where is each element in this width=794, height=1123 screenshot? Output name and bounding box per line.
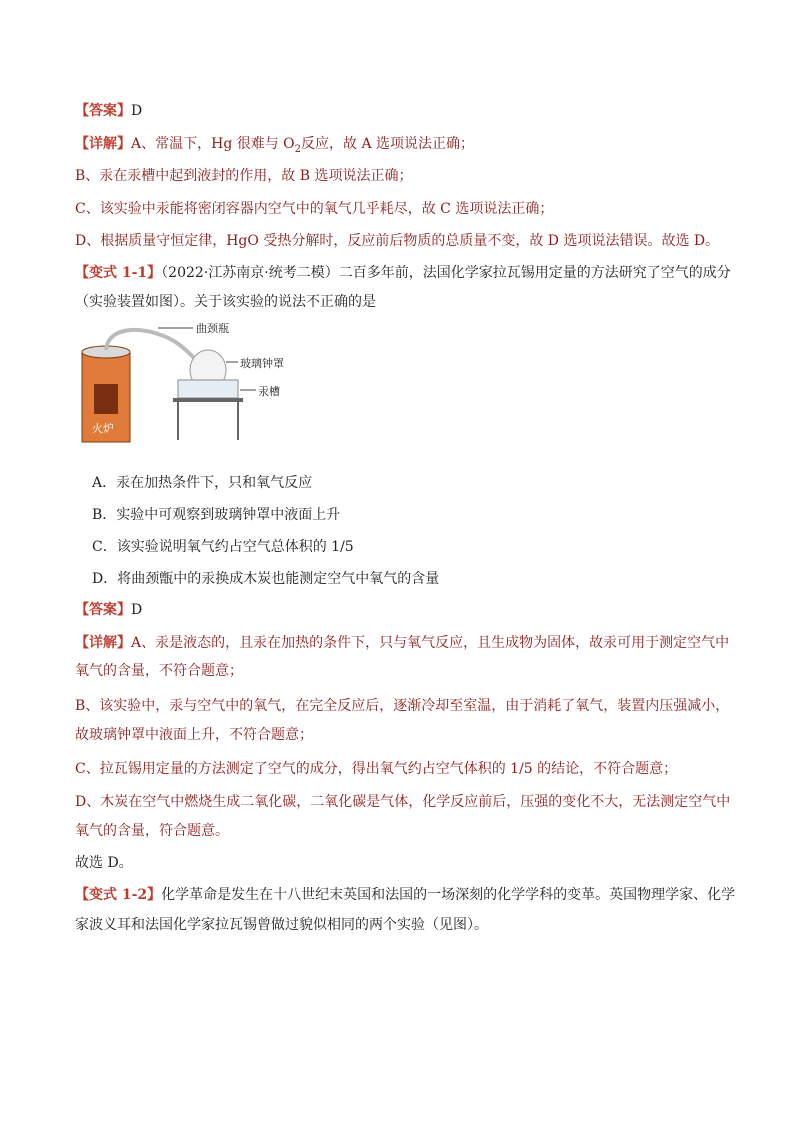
detail-2-b2: 故玻璃钟罩中液面上升，不符合题意； <box>75 727 313 743</box>
detail-2-b1: B、该实验中，汞与空气中的氧气，在完全反应后，逐渐冷却至室温，由于消耗了氧气，装置内压强减小， <box>75 698 730 714</box>
variant-1-1-line2: （实验装置如图）。关于该实验的说法不正确的是 <box>75 294 376 310</box>
detail-tag: 【详解】 <box>75 635 131 651</box>
detail-1-c: C、该实验中汞能将密闭容器内空气中的氧气几乎耗尽，故 C 选项说法正确； <box>75 201 554 217</box>
detail-2-d1: D、木炭在空气中燃烧生成二氧化碳，二氧化碳是气体，化学反应前后，压强的变化不大，无法测定空气中 <box>75 794 731 810</box>
answer-value: D <box>131 103 143 119</box>
lavoisier-apparatus-figure <box>78 322 288 452</box>
detail-2-a2: 氧气的含量，不符合题意； <box>75 663 243 679</box>
option-b: B．实验中可观察到玻璃钟罩中液面上升 <box>92 507 341 523</box>
answer-tag: 【答案】 <box>75 602 131 618</box>
variant-1-2-line1 <box>75 886 735 904</box>
detail-2-a1 <box>75 634 729 652</box>
label-trough: 汞槽 <box>258 385 280 398</box>
option-c: C．该实验说明氧气约占空气总体积的 1/5 <box>92 539 354 555</box>
detail-2-conclusion: 故选 D。 <box>75 855 133 871</box>
variant-1-1-line1 <box>75 264 731 282</box>
label-flask: 曲颈瓶 <box>196 322 229 335</box>
variant-tag: 【变式 1-1】 <box>75 265 162 281</box>
answer-value: D <box>131 602 143 618</box>
option-d: D．将曲颈甑中的汞换成木炭也能测定空气中氧气的含量 <box>92 571 440 587</box>
detail-2-c: C、拉瓦锡用定量的方法测定了空气的成分，得出氧气约占空气体积的 1/5 的结论，不符合题意； <box>75 761 678 777</box>
answer-1 <box>75 102 142 120</box>
label-bell-jar: 玻璃钟罩 <box>240 357 284 370</box>
detail-tag: 【详解】 <box>75 136 131 152</box>
detail-1-a-text-end: 反应，故 A 选项说法正确； <box>301 136 475 152</box>
variant-tag: 【变式 1-2】 <box>75 887 162 903</box>
answer-2 <box>75 601 142 619</box>
furnace-door <box>94 384 118 414</box>
detail-1-b: B、汞在汞槽中起到液封的作用，故 B 选项说法正确； <box>75 168 413 184</box>
variant-1-2-line2: 家波义耳和法国化学家拉瓦锡曾做过貌似相同的两个实验（见图）。 <box>75 917 488 933</box>
subscript: 2 <box>294 143 302 155</box>
detail-2-d2: 氧气的含量，符合题意。 <box>75 823 229 839</box>
detail-1-a-text: A、常温下，Hg 很难与 O <box>131 136 295 152</box>
variant-1-1-text: （2022·江苏南京·统考二模）二百多年前，法国化学家拉瓦锡用定量的方法研究了空气的成分 <box>161 265 731 281</box>
label-furnace: 火炉 <box>92 422 114 435</box>
answer-tag: 【答案】 <box>75 103 131 119</box>
variant-1-2-text: 化学革命是发生在十八世纪末英国和法国的一场深刻的化学学科的变革。英国物理学家、化学 <box>161 887 736 903</box>
detail-1-d: D、根据质量守恒定律，HgO 受热分解时，反应前后物质的总质量不变，故 D 选项说法错误。故选 D。 <box>75 233 720 249</box>
detail-1-a <box>75 135 474 159</box>
stand-top <box>173 398 243 402</box>
detail-2-a1-text: A、汞是液态的，且汞在加热的条件下，只与氧气反应，且生成物为固体，故汞可用于测定空气中 <box>131 635 730 651</box>
option-a: A．汞在加热条件下，只和氧气反应 <box>92 475 313 491</box>
mercury-trough <box>178 380 238 398</box>
